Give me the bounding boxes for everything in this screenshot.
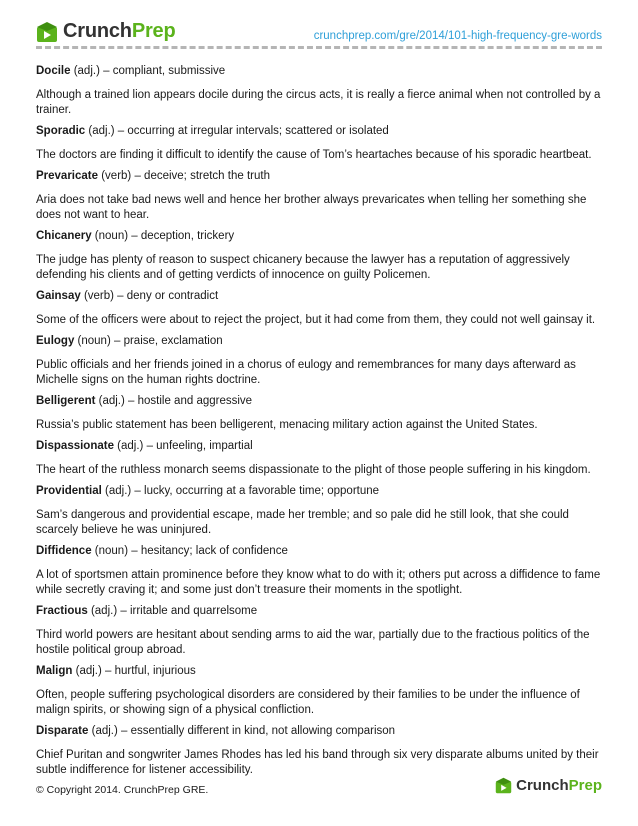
vocab-term: Sporadic: [36, 125, 86, 137]
vocab-entry: [36, 664, 606, 718]
vocab-entry: [36, 724, 606, 778]
vocab-term: Belligerent: [36, 395, 96, 407]
term-line: [36, 724, 606, 738]
vocab-example-sentence: Often, people suffering psychological disorders are considered by their families to be under the influence of malign spirits, or showing sign of a physical confliction.: [36, 689, 580, 716]
vocab-definition: (adj.) – essentially different in kind, not allowing comparison: [88, 725, 396, 737]
vocab-entry: [36, 604, 606, 658]
vocab-term: Eulogy: [36, 335, 75, 347]
vocab-example-sentence: Sam’s dangerous and providential escape, made her tremble; and so pale did he still look, that she could scarcely believe he was uninjured.: [36, 509, 569, 536]
term-line: [36, 394, 606, 408]
vocab-entry: [36, 334, 606, 388]
vocab-example-sentence: A lot of sportsmen attain prominence before they know what to do with it; others put across a diffidence to fame while secretly craving it; and some just don’t treasure their moments in the spotlight.: [36, 569, 601, 596]
vocab-definition: (noun) – deception, trickery: [91, 230, 235, 242]
vocab-example-sentence: Although a trained lion appears docile during the circus acts, it is really a fierce animal when not controlled by a trainer.: [36, 89, 601, 116]
vocab-example-sentence: Chief Puritan and songwriter James Rhodes has led his band through six very disparate albums united by their subtle indifference for listener accessibility.: [36, 749, 599, 776]
vocab-term: Diffidence: [36, 545, 92, 557]
graduation-cap-play-icon: [36, 21, 58, 43]
term-line: [36, 544, 606, 558]
vocab-entry: [36, 439, 606, 478]
footer-brand-prep: Prep: [568, 777, 602, 794]
vocab-example-sentence: Aria does not take bad news well and hence her brother always prevaricates when telling her something she does not want to hear.: [36, 194, 587, 221]
vocab-definition: (noun) – praise, exclamation: [74, 335, 223, 347]
vocab-term: Disparate: [36, 725, 89, 737]
vocab-entry: [36, 229, 606, 283]
vocab-entry: [36, 289, 606, 328]
term-line: [36, 229, 606, 243]
vocab-definition: (adj.) – irritable and quarrelsome: [87, 605, 258, 617]
vocab-term: Fractious: [36, 605, 88, 617]
page-header: [36, 14, 602, 50]
footer-brand-crunch: Crunch: [516, 777, 569, 794]
vocab-definition: (adj.) – unfeeling, impartial: [113, 440, 253, 452]
vocab-term: Providential: [36, 485, 102, 497]
vocab-definition: (adj.) – hurtful, injurious: [72, 665, 196, 677]
vocab-example-sentence: The judge has plenty of reason to suspect chicanery because the lawyer has a reputation of aggressively defending his clients and of getting verdicts of innocence on guilty Policemen.: [36, 254, 570, 281]
footer-crunchprep-logo[interactable]: [495, 777, 602, 794]
vocabulary-list: [36, 64, 606, 784]
term-line: [36, 334, 606, 348]
source-url-link[interactable]: crunchprep.com/gre/2014/101-high-frequency-gre-words: [313, 30, 602, 42]
vocab-term: Dispassionate: [36, 440, 114, 452]
copyright-text: © Copyright 2014. CrunchPrep GRE.: [36, 784, 209, 796]
header-divider: [36, 46, 602, 49]
term-line: [36, 64, 606, 78]
term-line: [36, 289, 606, 303]
vocab-definition: (adj.) – hostile and aggressive: [95, 395, 253, 407]
vocab-definition: (verb) – deceive; stretch the truth: [98, 170, 270, 182]
term-line: [36, 664, 606, 678]
vocab-example-sentence: The heart of the ruthless monarch seems dispassionate to the plight of those people suffering in his kingdom.: [36, 464, 591, 476]
vocab-term: Chicanery: [36, 230, 92, 242]
term-line: [36, 604, 606, 618]
vocab-term: Prevaricate: [36, 170, 99, 182]
vocab-example-sentence: Some of the officers were about to reject the project, but it had come from them, they could not well gainsay it.: [36, 314, 596, 326]
vocab-example-sentence: The doctors are finding it difficult to identify the cause of Tom’s heartaches because of his sporadic heartbeat.: [36, 149, 592, 161]
vocab-definition: (adj.) – occurring at irregular intervals; scattered or isolated: [85, 125, 389, 137]
vocab-term: Gainsay: [36, 290, 81, 302]
graduation-cap-play-icon: [495, 777, 512, 794]
vocab-entry: [36, 64, 606, 118]
vocab-example-sentence: Public officials and her friends joined in a chorus of eulogy and remembrances for many days afterward as Michelle signs on the human rights doctrine.: [36, 359, 576, 386]
term-line: [36, 124, 606, 138]
vocab-entry: [36, 169, 606, 223]
brand-prep: Prep: [131, 20, 176, 42]
vocab-entry: [36, 124, 606, 163]
vocab-entry: [36, 544, 606, 598]
vocab-example-sentence: Third world powers are hesitant about sending arms to aid the war, partially due to the fractious politics of the hostile political group abroad.: [36, 629, 590, 656]
vocab-definition: (noun) – hesitancy; lack of confidence: [91, 545, 288, 557]
vocab-definition: (verb) – deny or contradict: [80, 290, 219, 302]
vocab-definition: (adj.) – lucky, occurring at a favorable time; opportune: [101, 485, 380, 497]
vocab-entry: [36, 484, 606, 538]
vocab-example-sentence: Russia’s public statement has been belligerent, menacing military action against the United States.: [36, 419, 538, 431]
crunchprep-logo[interactable]: [36, 20, 175, 43]
term-line: [36, 484, 606, 498]
term-line: [36, 439, 606, 453]
vocab-entry: [36, 394, 606, 433]
vocab-term: Malign: [36, 665, 73, 677]
vocab-definition: (adj.) – compliant, submissive: [70, 65, 226, 77]
vocab-term: Docile: [36, 65, 71, 77]
brand-crunch: Crunch: [63, 20, 132, 42]
term-line: [36, 169, 606, 183]
